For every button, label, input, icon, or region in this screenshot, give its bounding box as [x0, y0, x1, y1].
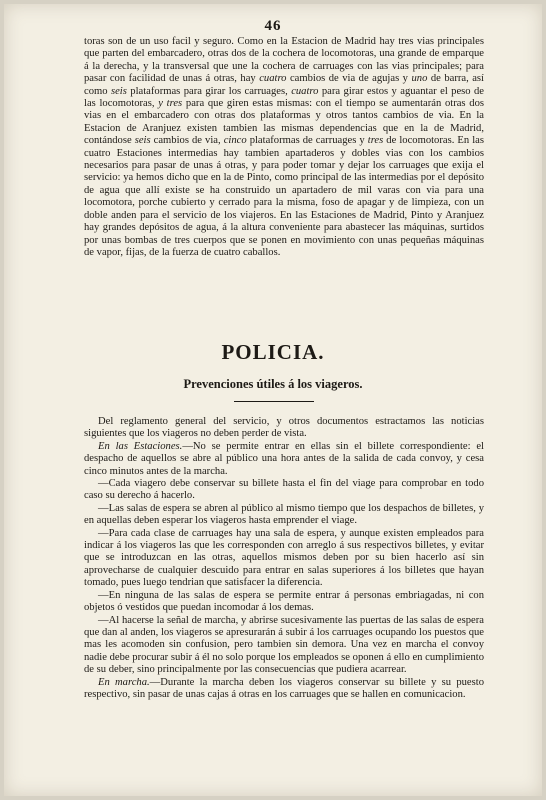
italic-number: seis — [134, 135, 151, 147]
italic-number: seis — [110, 85, 127, 97]
rule-paragraph — [84, 441, 484, 478]
rule-paragraph — [84, 677, 484, 702]
rule-heading: En marcha. — [98, 676, 150, 688]
text-run: toras son de un uso facil y seguro. Como en la Estacion de Madrid hay tres vias principales que parten del embarcadero, otras dos de la cochera de locomotoras, una grande de emparque á la derecha, y la transversal que une la cochera de carruages con las vias principales; para pasar con facilidad de unas á otras, hay — [84, 36, 484, 85]
rules-body — [84, 416, 484, 701]
italic-number: cuatro — [291, 85, 319, 97]
page-number: 46 — [264, 18, 282, 34]
section-title: POLICIA. — [221, 340, 325, 364]
intro-paragraph: Del reglamento general del servicio, y otros documentos estractamos las noticias siguientes que los viageros no deben perder de vista. — [84, 416, 484, 440]
text-run: plataformas de carruages y — [249, 135, 365, 147]
section-subtitle: Prevenciones útiles á los viageros. — [183, 377, 363, 391]
text-run: de locomotoras. En las cuatro Estaciones intermedias hay tambien apartaderos y dobles vias con los cambios necesarios para pasar de unas á otras, y para poder tomar y dejar los carruages que exija el servicio: ya hemos dicho que en la de Pinto, como principal de las intermedias por el depósito de agua que allí existe se ha construido un apartadero de mil varas con via para una locomotora, porche cubierto y cerrado para la misma, foso de apagar y de limpieza, con un doble anden para el servicio de los viajeros. En las Estaciones de Madrid, Pinto y Aranjuez hay grandes depósitos de agua, á la altura conveniente para abastecer las máquinas, surtidos por unas bombas de tres cuerpos que se ponen en movimiento con unas pequeñas máquinas de vapor, fijas, de la fuerza de cuatro caballos. — [84, 135, 484, 258]
rule-paragraph: —Cada viagero debe conservar su billete hasta el fin del viage para comprobar en todo caso su derecho á hacerlo. — [84, 478, 484, 502]
text-run: plataformas para girar los carruages, — [130, 85, 288, 97]
rule-paragraph: —Las salas de espera se abren al público al mismo tiempo que los despachos de billetes, y en aquellas deben esperar los viageros hasta emprender el viage. — [84, 502, 484, 527]
italic-number: tres — [367, 135, 384, 147]
rule-paragraph: —Para cada clase de carruages hay una sala de espera, y aunque existen empleados para indicar á los viageros las que les corresponden con arreglo á sus respectivos billetes, y evitar que se introduzcan en las otras, aquellos mismos deben por su bien hacerlo así sin aprovecharse de cualquier descuido para entrar en salas superiores á los billetes que hayan tomado, pues luego tendrian que satisfacer la diferencia. — [84, 527, 484, 589]
italic-number: y tres — [158, 98, 183, 110]
italic-number: cinco — [223, 135, 247, 147]
text-run: de barra, así como — [84, 73, 484, 97]
rule-heading: En las Estaciones. — [98, 440, 183, 452]
rule-text: —No se permite entrar en ellas sin el billete correspondiente: el despacho de aquellos se abre al público una hora antes de la salida de cada convoy, y cesa cinco minutos antes de la marcha. — [84, 440, 484, 477]
book-page — [4, 4, 542, 796]
rule-paragraph: —En ninguna de las salas de espera se permite entrar á personas embriagadas, ni con objetos ó vestidos que puedan incomodar á los demas. — [84, 589, 484, 614]
rule-text: —Durante la marcha deben los viageros conservar su billete y su puesto respectivo, sin pasar de unas cajas á otras en los carruages que se hallen en comunicacion. — [84, 676, 484, 700]
text-run: cambios de via de agujas y — [289, 73, 408, 85]
top-paragraph — [84, 36, 484, 259]
text-run: para girar estos y aguantar el peso de las locomotoras, — [84, 85, 485, 110]
divider-rule — [234, 401, 314, 402]
text-run: cambios de via, — [153, 135, 221, 147]
stations-description — [84, 36, 484, 259]
italic-number: uno — [411, 73, 428, 85]
rule-paragraph: —Al hacerse la señal de marcha, y abrirse sucesivamente las puertas de las salas de espera que dan al anden, los viageros se apresurarán á subir á los carruages ocupando los puestos que mas les acomoden sin confusion, pero tambien sin demora. Una vez en marcha el convoy nadie debe procurar subir á él no solo porque los empleados se oponen á ello en cumplimiento de su deber, sino principalmente por las consecuencias que pudiera acarrear. — [84, 614, 484, 676]
text-run: para que giren estas mismas: con el tiempo se aumentarán otras dos vias en el embarcadero con otras dos plataformas y otros tantos cambios de via. En la Estacion de Aranjuez existen tambien las mismas dependencias que en la de Madrid, contándose — [84, 98, 484, 147]
italic-number: cuatro — [259, 73, 287, 85]
